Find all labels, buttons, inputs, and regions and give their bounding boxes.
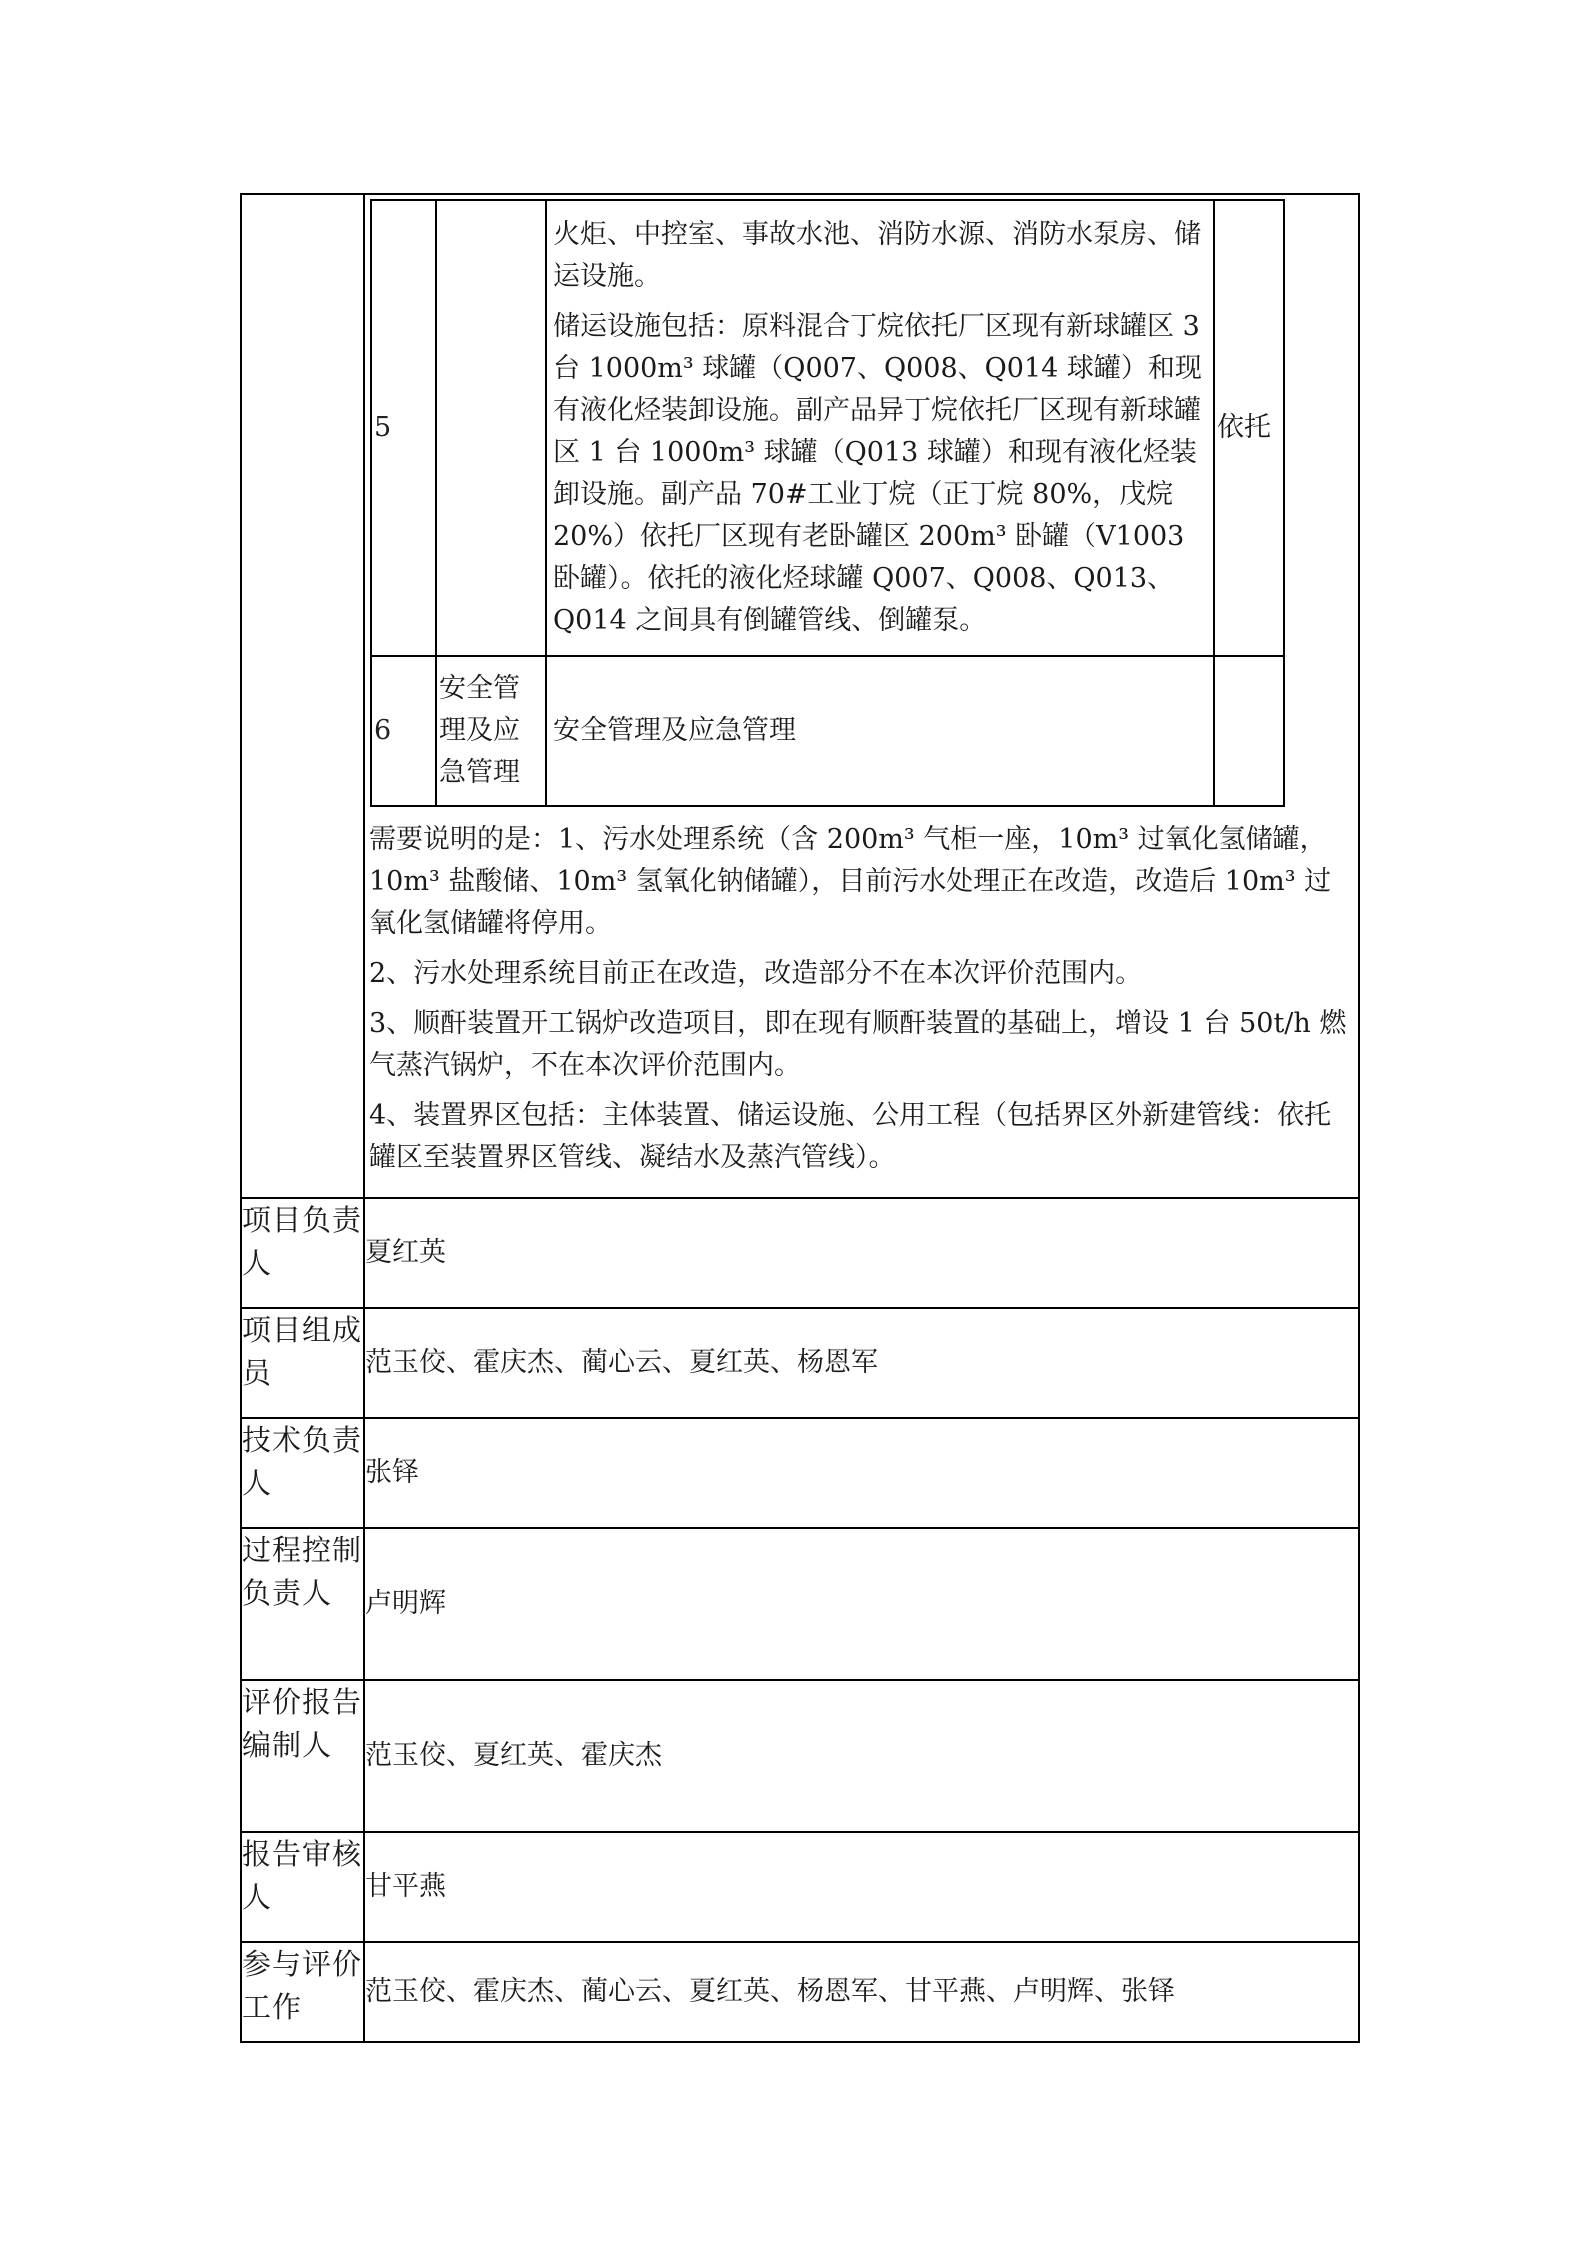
personnel-value: 卢明辉	[364, 1528, 1359, 1680]
item-paragraph: 储运设施包括：原料混合丁烷依托厂区现有新球罐区 3 台 1000m³ 球罐（Q007、Q008、Q014 球罐）和现有液化烃装卸设施。副产品异丁烷依托厂区现有新球罐区 1 台 1000m³ 球罐（Q013 球罐）和现有液化烃装卸设施。副产品 70#工业丁烷（正丁烷 80%，戊烷 20%）依托厂区现有老卧罐区 200m³ 卧罐（V1003 卧罐）。依托的液化烃球罐 Q007、Q008、Q013、Q014 之间具有倒罐管线、倒罐泵。	[553, 311, 1202, 636]
scope-items-table	[370, 199, 1285, 807]
personnel-label: 技术负责人	[241, 1418, 364, 1528]
personnel-row	[241, 1308, 1359, 1418]
note-paragraph: 需要说明的是：1、污水处理系统（含 200m³ 气柜一座，10m³ 过氧化氢储罐，10m³ 盐酸储、10m³ 氢氧化钠储罐），目前污水处理正在改造，改造后 10m³ 过氧化氢储罐将停用。	[369, 824, 1332, 939]
scope-row	[241, 194, 1359, 1198]
item-name: 安全管理及应急管理	[436, 656, 546, 806]
scope-content-cell	[364, 194, 1359, 1198]
personnel-row	[241, 1680, 1359, 1832]
item-remark	[1214, 656, 1284, 806]
personnel-label: 项目负责人	[241, 1198, 364, 1308]
note-paragraph: 3、顺酐装置开工锅炉改造项目，即在现有顺酐装置的基础上，增设 1 台 50t/h 燃气蒸汽锅炉，不在本次评价范围内。	[369, 1008, 1347, 1081]
scope-item-row	[371, 656, 1284, 806]
personnel-label: 参与评价工作	[241, 1942, 364, 2042]
personnel-value: 范玉佼、夏红英、霍庆杰	[364, 1680, 1359, 1832]
note-paragraph: 4、装置界区包括：主体装置、储运设施、公用工程（包括界区外新建管线：依托罐区至装置界区管线、凝结水及蒸汽管线）。	[369, 1100, 1332, 1173]
note-paragraph: 2、污水处理系统目前正在改造，改造部分不在本次评价范围内。	[369, 958, 1143, 989]
personnel-label: 评价报告编制人	[241, 1680, 364, 1832]
personnel-value: 甘平燕	[364, 1832, 1359, 1942]
scope-notes	[365, 807, 1358, 1197]
item-description	[546, 200, 1214, 656]
personnel-label: 报告审核人	[241, 1832, 364, 1942]
personnel-value: 范玉佼、霍庆杰、蔺心云、夏红英、杨恩军、甘平燕、卢明辉、张铎	[364, 1942, 1359, 2042]
personnel-label: 项目组成员	[241, 1308, 364, 1418]
item-paragraph: 安全管理及应急管理	[553, 715, 796, 746]
personnel-row	[241, 1528, 1359, 1680]
item-name	[436, 200, 546, 656]
personnel-row	[241, 1832, 1359, 1942]
personnel-value: 张铎	[364, 1418, 1359, 1528]
personnel-row	[241, 1198, 1359, 1308]
personnel-value: 夏红英	[364, 1198, 1359, 1308]
personnel-row	[241, 1942, 1359, 2042]
item-paragraph: 火炬、中控室、事故水池、消防水源、消防水泵房、储运设施。	[553, 219, 1201, 292]
personnel-value: 范玉佼、霍庆杰、蔺心云、夏红英、杨恩军	[364, 1308, 1359, 1418]
item-remark: 依托	[1214, 200, 1284, 656]
scope-item-row	[371, 200, 1284, 656]
personnel-row	[241, 1418, 1359, 1528]
item-number: 6	[371, 656, 436, 806]
item-number: 5	[371, 200, 436, 656]
item-description	[546, 656, 1214, 806]
personnel-label: 过程控制负责人	[241, 1528, 364, 1680]
document-page	[240, 193, 1358, 2043]
evaluation-info-table	[240, 193, 1360, 2043]
scope-label-cell	[241, 194, 364, 1198]
